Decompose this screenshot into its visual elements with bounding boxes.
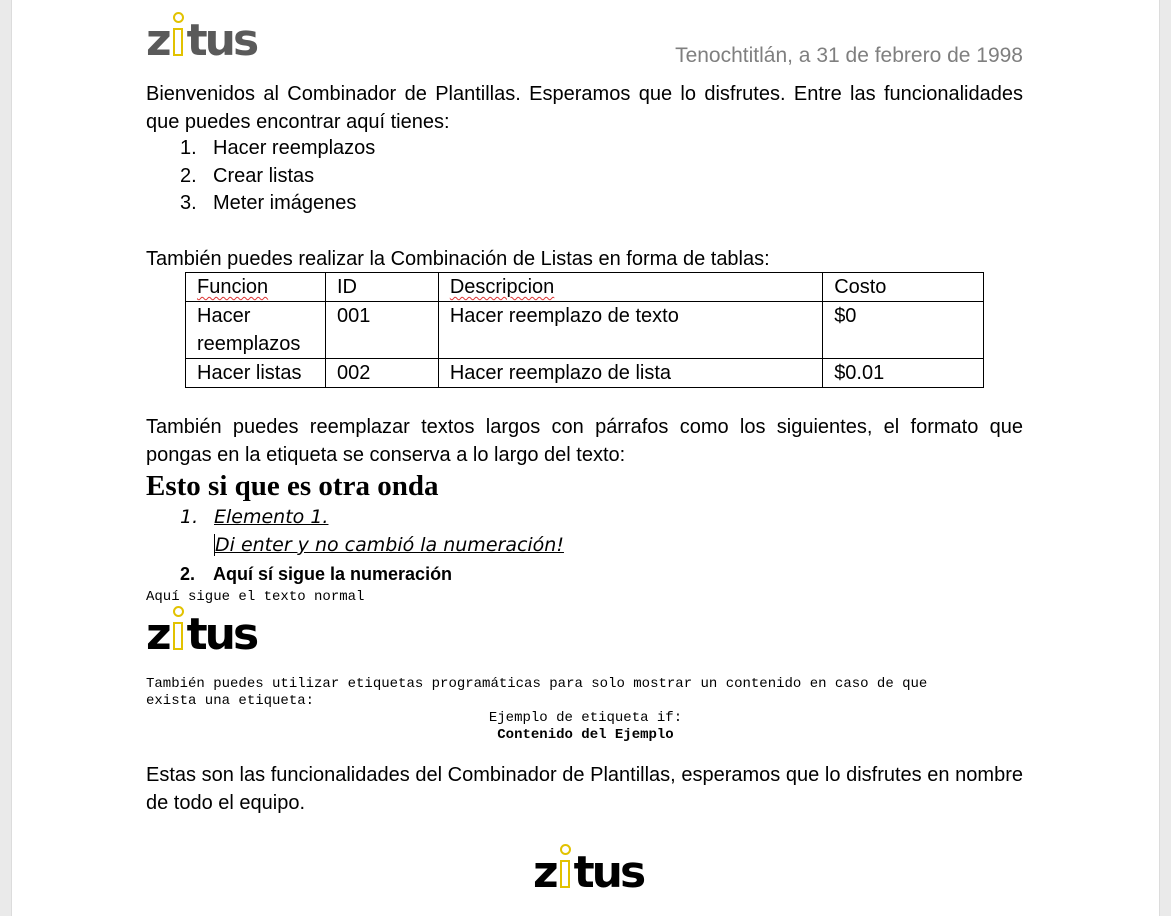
header-funcion: Funcion — [197, 276, 269, 298]
zitus-logo-footer — [533, 847, 644, 898]
long-text-intro: También puedes reemplazar textos largos con párrafos como los siguientes, el formato que pongas en la etiqueta se conserva a lo largo del texto: — [146, 416, 1023, 466]
page-margin-left — [0, 0, 12, 916]
styled-list — [146, 506, 946, 588]
list-text: Crear listas — [213, 164, 315, 187]
table-header-cell: Costo — [823, 273, 984, 302]
logo-letter-z: z — [146, 15, 169, 66]
document-date: Tenochtitlán, a 31 de febrero de 1998 — [675, 44, 1023, 67]
list-number: 2. — [180, 564, 196, 584]
list-number: 2. — [180, 164, 197, 187]
section-heading: Esto si que es otra onda — [146, 470, 439, 502]
table-header-cell — [186, 273, 326, 302]
logo-letter-z: z — [146, 609, 169, 660]
logo-letter-z: z — [533, 847, 556, 898]
logo-i-mark — [558, 850, 572, 888]
header-descripcion: Descripcion — [449, 276, 555, 298]
list-text: Meter imágenes — [213, 192, 357, 214]
list-item — [146, 506, 946, 534]
table-cell: Hacer reemplazos — [186, 302, 326, 359]
table-intro: También puedes realizar la Combinación de Listas en forma de tablas: — [146, 248, 770, 270]
table-header-row — [186, 273, 984, 302]
list-text: Elemento 1. — [214, 506, 329, 528]
list-number: 1. — [180, 506, 199, 528]
table-header-cell — [438, 273, 822, 302]
list-text: Di enter y no cambió la numeración! — [215, 534, 564, 556]
logo-letters-tus: tus — [186, 15, 257, 66]
logo-letters-tus: tus — [573, 847, 644, 898]
page-margin-right — [1159, 0, 1171, 916]
list-item — [146, 163, 946, 191]
zitus-logo-header — [146, 15, 257, 66]
if-intro-line-2: exista una etiqueta: — [146, 693, 315, 709]
closing-paragraph: Estas son las funcionalidades del Combinador de Plantillas, esperamos que lo disfrutes en nombre de todo el equipo. — [146, 764, 1023, 814]
logo-letters-tus: tus — [186, 609, 257, 660]
table-cell: 002 — [325, 359, 438, 388]
logo-i-mark — [171, 18, 185, 56]
zitus-logo-middle — [146, 609, 257, 660]
table-header-cell: ID — [325, 273, 438, 302]
logo-i-mark — [171, 612, 185, 650]
table-cell: 001 — [325, 302, 438, 359]
table-row — [186, 302, 984, 359]
document-page — [12, 0, 1159, 916]
list-item — [146, 190, 946, 218]
if-example-content: Contenido del Ejemplo — [497, 727, 674, 743]
table-row — [186, 359, 984, 388]
table-cell: $0.01 — [823, 359, 984, 388]
intro-paragraph: Bienvenidos al Combinador de Plantillas. Esperamos que lo disfrutes. Entre las funcionalidades que puedes encontrar aquí tienes: — [146, 83, 1023, 133]
list-text: Hacer reemplazos — [213, 137, 376, 159]
normal-text: Aquí sigue el texto normal — [146, 589, 365, 605]
table-cell: Hacer listas — [186, 359, 326, 388]
table-cell: Hacer reemplazo de lista — [438, 359, 822, 388]
list-item-continuation — [146, 534, 946, 562]
if-example-label: Ejemplo de etiqueta if: — [488, 710, 683, 726]
list-number: 1. — [180, 137, 197, 159]
list-item — [146, 562, 946, 588]
list-item — [146, 135, 946, 163]
table-cell: Hacer reemplazo de texto — [438, 302, 822, 359]
table-cell: $0 — [823, 302, 984, 359]
if-intro-line-1: También puedes utilizar etiquetas programáticas para solo mostrar un contenido en caso de que — [146, 676, 928, 692]
list-number: 3. — [180, 192, 197, 214]
list-text: Aquí sí sigue la numeración — [213, 564, 453, 584]
features-list — [146, 135, 946, 218]
functions-table — [185, 272, 984, 388]
